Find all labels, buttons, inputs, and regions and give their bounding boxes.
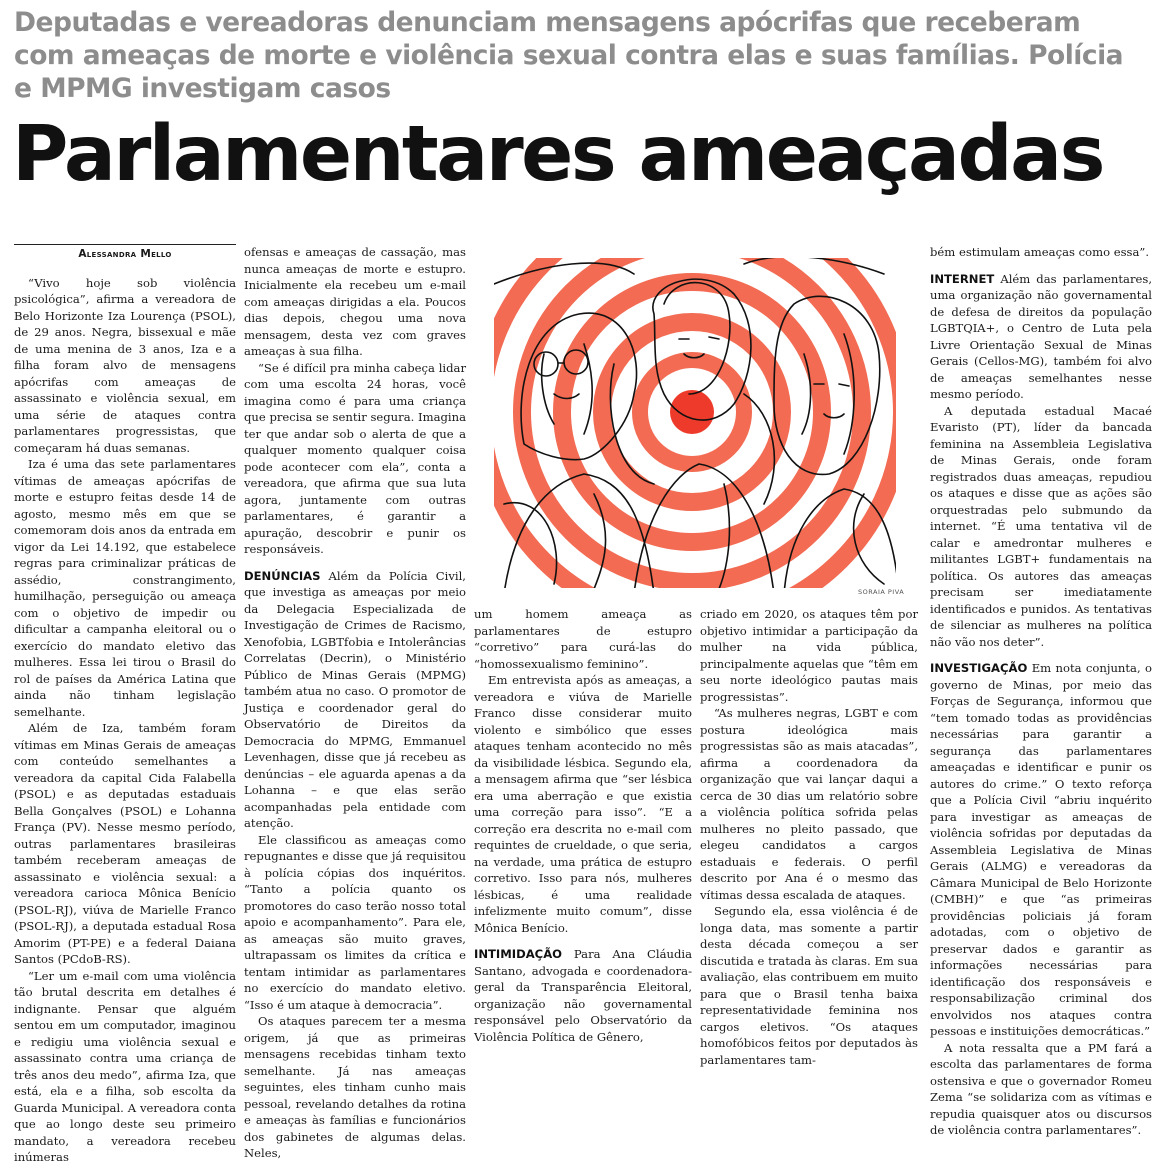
paragraph: “Vivo hoje sob violência psicológica”, afirma a vereadora de Belo Horizonte Iza Lourença (PSOL), de 29 anos. Negra, bissexual e mãe de uma menina de 3 anos, Iza e a filha foram alvo de mensagens apócrifas com ameaças de assassinato e violência sexual, em uma série de ataques contra parlamentares progressistas, que começaram há duas semanas. (14, 275, 236, 455)
paragraph: “Ler um e-mail com uma violência tão brutal descrita em detalhes é indignante. Pensar que alguém sentou em um computador, imaginou e redigiu uma violência sexual e assassinato contra uma criança de três anos deu medo”, afirma Iza, que está, ela e a filha, sob escolta da Guarda Municipal. A vereadora conta que ao longo deste seu primeiro mandato, a vereadora recebeu inúmeras (14, 968, 236, 1164)
paragraph: Ele classificou as ameaças como repugnantes e disse que já requisitou à polícia cópias dos inquéritos. “Tanto a polícia quanto os promotores do caso terão nosso total apoio e acompanhamento”. Para ele, as ameaças são muito graves, ultrapassam os limites da crítica e tentam intimidar as parlamentares no exercício do mandato eletivo. “Isso é um ataque à democracia”. (244, 832, 466, 1012)
subsection-kicker: DENÚNCIAS (244, 568, 321, 583)
paragraph: criado em 2020, os ataques têm por objetivo intimidar a participação da mulher na vida pública, principalmente aquelas que “têm em seu norte ideológico pautas mais progressistas”. (700, 607, 918, 704)
paragraph: Em entrevista após as ameaças, a vereadora e viúva de Marielle Franco disse considerar muito violento e simbólico que esses ataques tenham acontecido no mês da visibilidade lésbica. Segundo ela, a mensagem afirma que “ser lésbica era uma aberração e que existia uma correção para isso”. “E a correção era descrita no e-mail com requintes de crueldade, o que seria, na verdade, uma prática de estupro corretivo. Isso para nós, mulheres lésbicas, é uma realidade infelizmente muito comum”, disse Mônica Benício. (474, 673, 692, 935)
subsection-paragraph: DENÚNCIAS Além da Polícia Civil, que investiga as ameaças por meio da Delegacia Especializada de Investigação de Crimes de Racismo, Xenofobia, LGBTfobia e Intolerâncias Correlatas (Decrin), o Ministério Público de Minas Gerais (MPMG) também atua no caso. O promotor de Justiça e coordenador geral do Observatório de Direitos da Democracia do MPMG, Emmanuel Levenhagen, disse que já recebeu as denúncias – ele aguarda apenas a da Lohanna – e que elas serão acompanhadas pela entidade com atenção. (244, 568, 466, 830)
subsection-kicker: INTERNET (930, 271, 995, 286)
paragraph: Além de Iza, também foram vítimas em Minas Gerais de ameaças com conteúdo semelhantes a vereadora da capital Cida Falabella (PSOL) e as deputadas estaduais Bella Gonçalves (PSOL) e Lohanna França (PV). Nesse mesmo período, outras parlamentares brasileiras também receberam ameaças de assassinato e violência sexual: a vereadora carioca Mônica Benício (PSOL-RJ), viúva de Marielle Franco (PSOL-RJ), a deputada estadual Rosa Amorim (PT-PE) e a federal Daiana Santos (PCdoB-RS). (14, 721, 236, 966)
photo-credit: SORAIA PIVA (858, 588, 905, 596)
byline: Alessandra Mello (14, 244, 236, 263)
article-column-1 (14, 244, 236, 1164)
article-column-3 (474, 606, 692, 1044)
paragraph: “Se é difícil pra minha cabeça lidar com uma escolta 24 horas, você imagina como é para uma criança que precisa se sentir segura. Imagina ter que andar sob o alerta de que a qualquer momento qualquer coisa pode acontecer com ela”, conta a vereadora, que afirma que sua luta agora, juntamente com outras parlamentares, é garantir a apuração, descobrir e punir os responsáveis. (244, 360, 466, 556)
paragraph: Os ataques parecem ter a mesma origem, já que as primeiras mensagens recebidas tinham texto semelhante. Já nas ameaças seguintes, eles tinham cunho mais pessoal, revelando detalhes da rotina e ameaças às famílias e funcionários dos gabinetes de algumas delas. Neles, (244, 1014, 466, 1160)
target-center (670, 390, 714, 434)
women-target-illustration (484, 244, 906, 594)
article-deck: Deputadas e vereadoras denunciam mensagens apócrifas que receberam com ameaças de morte e violência sexual contra elas e suas famílias. Polícia e MPMG investigam casos (14, 7, 1124, 104)
paragraph: um homem ameaça as parlamentares de estupro “corretivo” para curá-las do “homossexualismo feminino”. (474, 607, 692, 671)
paragraph: A deputada estadual Macaé Evaristo (PT), líder da bancada feminina na Assembleia Legislativa de Minas Gerais, onde foram registrados duas ameaças, repudiou os ataques e disse que as ações são orquestradas pelo submundo da internet. “É uma tentativa vil de calar e amedrontar mulheres e militantes LGBT+ fundamentais na política. Os autores das ameaças precisam ser imediatamente identificados e punidos. As tentativas de silenciar as mulheres na política não vão nos deter”. (930, 403, 1152, 649)
headline: Parlamentares ameaçadas (12, 110, 1103, 199)
article-column-5 (930, 244, 1152, 1137)
paragraph: bém estimulam ameaças como essa”. (930, 245, 1150, 259)
paragraph: Segundo ela, essa violência é de longa data, mas somente a partir desta década começou a ser discutida e tratada às claras. Em sua avaliação, elas contribuem em muito para que o Brasil tenha baixa representatividade feminina nos cargos eletivos. “Os ataques homofóbicos feitos por deputados às parlamentares tam- (700, 904, 918, 1067)
subsection-paragraph: INTIMIDAÇÃO Para Ana Cláudia Santano, advogada e coordenadora-geral da Transparência Eleitoral, organização não governamental responsável pelo Observatório da Violência Política de Gênero, (474, 947, 692, 1044)
subsection-paragraph: INVESTIGAÇÃO Em nota conjunta, o governo de Minas, por meio das Forças de Segurança, informou que “tem tomado todas as providências necessárias para garantir a segurança das parlamentares ameaçadas e identificar e punir os autores do crime.” O texto reforça que a Polícia Civil “abriu inquérito para investigar as ameaças de violência sofridas por deputadas da Assembleia Legislativa de Minas Gerais (ALMG) e vereadoras da Câmara Municipal de Belo Horizonte (CMBH)” e que “as primeiras providências policiais já foram adotadas, com o objetivo de preservar dados e garantir as informações necessárias para identificação dos responsáveis e responsabilização criminal dos envolvidos nos ataques contra pessoas e instituições democráticas.” (930, 661, 1152, 1038)
paragraph: “As mulheres negras, LGBT e com postura ideológica mais progressistas são as mais atacadas”, afirma a coordenadora da organização que vai lançar daqui a cerca de 30 dias um relatório sobre a violência política sofrida pelas mulheres no pleito passado, que elegeu candidatos a cargos estaduais e federais. O perfil descrito por Ana é o mesmo das vítimas dessa escalada de ataques. (700, 706, 918, 902)
article-column-2 (244, 244, 466, 1160)
article-column-4 (700, 606, 918, 1067)
subsection-paragraph: INTERNET Além das parlamentares, uma organização não governamental de defesa de direitos da população LGBTQIA+, o Centro de Luta pela Livre Orientação Sexual de Minas Gerais (Cellos-MG), também foi alvo de ameaças semelhantes nesse mesmo período. (930, 271, 1152, 401)
paragraph: Iza é uma das sete parlamentares vítimas de ameaças apócrifas de morte e estupro feitas desde 14 de agosto, mesmo mês em que se comemoram dois anos da entrada em vigor da Lei 14.192, que estabelece regras para criminalizar práticas de assédio, constrangimento, humilhação, perseguição ou ameaça com o objetivo de impedir ou dificultar a campanha eleitoral ou o exercício do mandato eletivo das mulheres. Essa lei tirou o Brasil do rol de países da América Latina que ainda não tinham legislação semelhante. (14, 457, 236, 719)
subsection-kicker: INTIMIDAÇÃO (474, 947, 563, 961)
paragraph: A nota ressalta que a PM fará a escolta das parlamentares de forma ostensiva e que o governador Romeu Zema “se solidariza com as vítimas e repudia quaisquer atos ou discursos de violência contra parlamentares”. (930, 1040, 1152, 1137)
paragraph: ofensas e ameaças de cassação, mas nunca ameaças de morte e estupro. Inicialmente ela recebeu um e-mail com ameaças dirigidas a ela. Poucos dias depois, chegou uma nova mensagem, desta vez com graves ameaças à sua filha. (244, 245, 466, 358)
subsection-kicker: INVESTIGAÇÃO (930, 661, 1028, 675)
target-illustration-icon (484, 244, 906, 594)
